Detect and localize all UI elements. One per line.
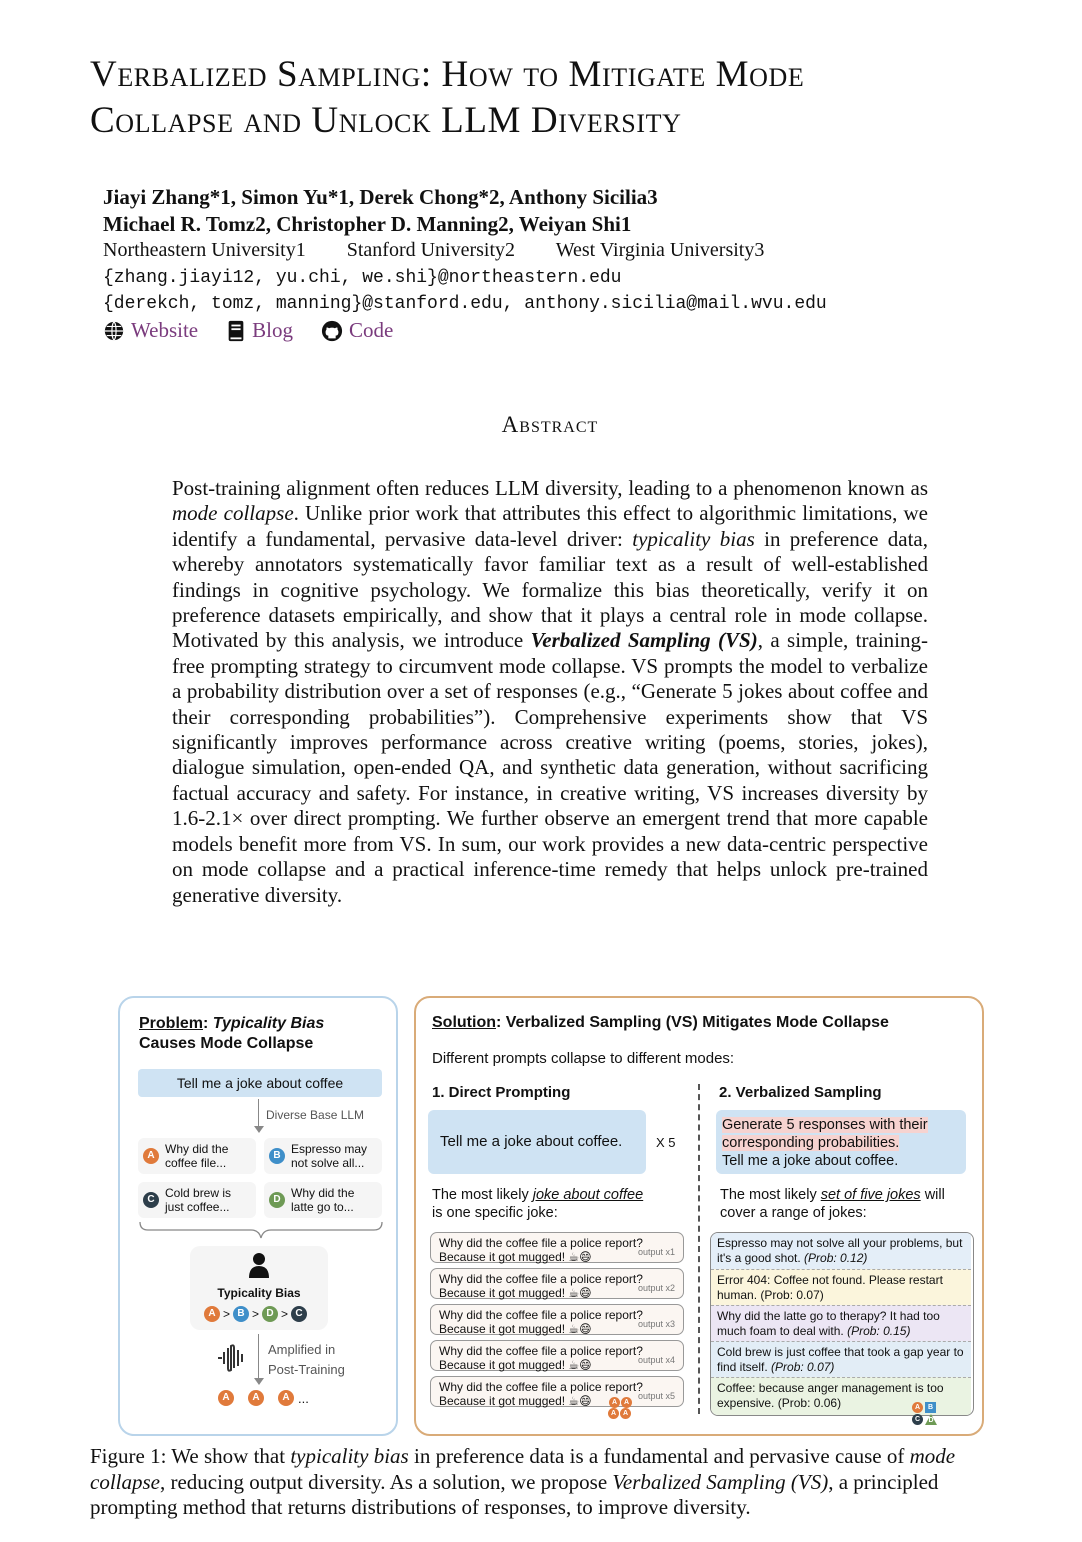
joke-line: Why did the coffee file a police report? [439,1272,643,1286]
letter-c-badge: C [143,1192,159,1208]
vs-prob: (Prob: 0.06) [777,1396,842,1410]
output-tag: output x2 [637,1283,675,1293]
card-text: Espresso may [291,1142,368,1156]
title-line-2: Collapse and Unlock LLM Diversity [90,100,682,141]
joke-line: Why did the coffee file a police report? [439,1344,643,1358]
card-text: just coffee... [165,1200,230,1214]
vs-desc-text: The most likely [720,1187,821,1203]
badge-a: A [621,1397,632,1408]
badge-a: A [620,1408,631,1419]
solution-title-text: : Verbalized Sampling (VS) Mitigates Mode Collapse [495,1014,889,1031]
email-line-1: {zhang.jiayi12, yu.chi, we.shi}@northeastern.edu [103,268,622,288]
vs-output-4 [711,1341,971,1377]
output-a: A [248,1390,264,1406]
dp-description [432,1186,643,1222]
joke-line: Because it got mugged! ☕😄 [439,1394,592,1408]
abstract-text: . Unlike prior work that attributes this effect to algorithmic limitations, we identify a fundamental, pervasive data-level driver: [172,501,928,551]
problem-title-line2: Causes Mode Collapse [139,1035,314,1052]
vs-prob: (Prob: 0.15) [847,1324,911,1338]
output-tag: output x3 [637,1319,675,1329]
vs-output-3 [711,1305,971,1341]
solution-label: Solution [432,1014,496,1031]
collapsed-outputs [218,1390,309,1406]
joke-line: Why did the coffee file a police report? [439,1236,643,1250]
caption-text: in preference data is a fundamental and pervasive cause of [408,1444,910,1468]
card-d [264,1182,382,1218]
waveform-icon [216,1342,250,1374]
abstract-emphasis: mode collapse [172,501,294,526]
amplified-label [268,1340,345,1380]
caption-text: , reducing output diversity. As a solution, we propose [159,1469,613,1494]
dp-prompt: Tell me a joke about coffee. [428,1110,646,1174]
joke-line: Because it got mugged! ☕😄 [439,1250,592,1264]
stacked-a-badges-bottom [608,1408,631,1419]
base-llm-label: Diverse Base LLM [266,1108,365,1122]
abstract-emphasis: typicality bias [632,526,755,551]
dp-output-3 [430,1304,684,1335]
vs-output-list [710,1232,974,1416]
book-icon [226,320,246,342]
joke-line: Why did the coffee file a police report? [439,1380,643,1394]
dp-desc-text: The most likely [432,1187,533,1203]
authors [103,184,658,238]
badge-b: B [925,1402,936,1413]
x5-label: X 5 [656,1135,676,1150]
direct-prompting-title: 1. Direct Prompting [432,1084,571,1101]
vs-joke: Coffee: because anger management is too expensive. [717,1381,944,1410]
divider [698,1084,700,1414]
amplified-line1: Amplified in [268,1342,336,1357]
vs-prompt-question: Tell me a joke about coffee. [722,1153,899,1169]
title-line-1: Verbalized Sampling: How to Mitigate Mode [90,54,805,95]
arrow-down-icon [254,1378,264,1385]
output-a: A [278,1390,294,1406]
card-text: Why did the [291,1186,355,1200]
caption-emph: Verbalized Sampling (VS) [612,1469,829,1494]
gt-sign: > [281,1307,289,1321]
problem-prompt: Tell me a joke about coffee [138,1069,382,1097]
blog-link-label: Blog [252,318,293,342]
ellipsis: ... [298,1390,309,1406]
card-text: latte go to... [291,1200,354,1214]
abstract-text: , a simple, training-free prompting strategy to circumvent mode collapse. VS prompts the model to verbalize a probability distribution over a set of responses (e.g., “Generate 5 jokes about coffee and their corresponding probabilities”). Comprehensive experiments show that VS significantly improves performance across creative writing (poems, stories, jokes), dialogue simulation, open-ended QA, and synthetic data generation, without sacrificing factual accuracy and safety. For instance, in creative writing, VS increases diversity by 1.6-2.1× over direct prompting. We further observe an emergent trend that more capable models benefit more from VS. In sum, our work provides a new data-centric perspective on mode collapse and a practical inference-time remedy that helps unlock pre-trained generative diversity. [172,628,928,907]
vs-output-1 [711,1233,971,1269]
letter-b-badge: B [269,1148,285,1164]
card-text: Why did the [165,1142,229,1156]
website-link-label: Website [131,318,199,342]
card-text: coffee file... [165,1156,227,1170]
dp-output-4 [430,1340,684,1371]
card-a [138,1138,256,1174]
website-link[interactable] [103,318,198,343]
authors-line-2: Michael R. Tomz2, Christopher D. Manning2, Weiyan Shi1 [103,212,632,236]
stacked-a-badges [609,1397,632,1408]
email-line-2: {derekch, tomz, manning}@stanford.edu, anthony.sicilia@mail.wvu.edu [103,294,827,314]
blog-link[interactable] [226,318,293,343]
github-icon [321,320,343,342]
gt-sign: > [223,1307,231,1321]
arrow-line [258,1099,259,1129]
problem-title: Problem: Typicality Bias Causes Mode Collapse [139,1015,325,1052]
caption-text: Figure 1: We show that [90,1444,291,1468]
vs-prob: (Prob: 0.07) [760,1288,824,1302]
dp-output-2 [430,1268,684,1299]
joke-line: Because it got mugged! ☕😄 [439,1322,592,1336]
solution-title [432,1014,889,1032]
badge-c: C [912,1414,923,1425]
affiliation-wvu: West Virginia University3 [555,239,765,261]
order-d: D [262,1306,278,1322]
caption-text: , a principled prompting method that returns distributions of responses, to improve diversity. [90,1469,939,1519]
card-text: not solve all... [291,1156,365,1170]
gt-sign: > [252,1307,260,1321]
vs-output-2 [711,1269,971,1305]
code-link[interactable] [321,318,393,343]
affiliation-northeastern: Northeastern University1 [103,239,306,261]
arrow-down-icon [254,1126,264,1133]
letter-a-badge: A [143,1148,159,1164]
caption-emph: typicality bias [290,1444,409,1468]
authors-line-1: Jiayi Zhang*1, Simon Yu*1, Derek Chong*2, Anthony Sicilia3 [103,185,658,209]
problem-title-emph: Typicality Bias [212,1015,325,1032]
badge-d: D [928,1417,934,1424]
problem-label: Problem [139,1015,204,1032]
bias-label: Typicality Bias [217,1286,301,1300]
abstract-body [172,476,928,908]
vs-desc-text: will [920,1187,945,1203]
vs-joke: Espresso may not solve all your problems, but it's a good shot. [717,1236,963,1265]
project-links [103,318,393,343]
order-a: A [204,1306,220,1322]
output-a: A [218,1390,234,1406]
paper-title [90,52,1040,144]
card-c [138,1182,256,1218]
output-tag: output x5 [637,1391,675,1401]
vs-joke: Cold brew is just coffee that took a gap year to find itself. [717,1345,964,1374]
verbalized-sampling-title: 2. Verbalized Sampling [719,1084,882,1101]
affiliations [103,239,800,262]
figure-caption [90,1444,1015,1521]
vs-prompt [716,1110,966,1174]
brace-icon [138,1220,384,1242]
vs-desc-text: cover a range of jokes: [720,1205,867,1221]
vs-joke: Error 404: Coffee not found. Please restart human. [717,1273,943,1302]
dp-desc-emph: joke about coffee [532,1187,644,1203]
problem-panel [118,996,398,1436]
affiliation-stanford: Stanford University2 [346,239,516,261]
order-c: C [291,1306,307,1322]
person-icon [248,1252,270,1278]
caption-emph: mode collapse [90,1444,956,1494]
abstract-heading: Abstract [501,412,599,437]
vs-desc-emph: set of five jokes [820,1187,921,1203]
badge-a: A [608,1408,619,1419]
figure-1 [118,996,986,1436]
card-b [264,1138,382,1174]
dp-output-5 [430,1376,684,1407]
vs-prob: (Prob: 0.07) [771,1360,835,1374]
output-tag: output x1 [637,1247,675,1257]
output-tag: output x4 [637,1355,675,1365]
order-b: B [233,1306,249,1322]
joke-line: Because it got mugged! ☕😄 [439,1286,592,1300]
different-prompts-text: Different prompts collapse to different modes: [432,1050,735,1067]
typicality-bias-box [190,1246,328,1330]
dp-desc-text: is one specific joke: [432,1205,558,1221]
vs-prob: (Prob: 0.12) [804,1251,868,1265]
arrow-line [258,1334,259,1380]
badge-a: A [912,1402,923,1413]
abstract-method-name: Verbalized Sampling (VS) [530,628,758,653]
badge-a: A [609,1397,620,1408]
abstract-text: in preference data, whereby annotators systematically favor familiar text as a result of well-established findings in cognitive psychology. We formalize this bias theoretically, verify it on preference datasets empirically, and show that it plays a central role in mode collapse. Motivated by this analysis, we introduce [172,526,928,653]
dp-output-1 [430,1232,684,1263]
letter-d-badge: D [269,1192,285,1208]
card-text: Cold brew is [165,1186,232,1200]
vs-prompt-instruction: Generate 5 responses with their corresponding probabilities. [722,1117,928,1151]
joke-line: Why did the coffee file a police report? [439,1308,643,1322]
solution-panel [414,996,984,1436]
joke-line: Because it got mugged! ☕😄 [439,1358,592,1372]
globe-icon [103,320,125,342]
vs-joke: Why did the latte go to therapy? It had too much foam to deal with. [717,1309,940,1338]
code-link-label: Code [348,318,394,342]
bias-ordering [204,1306,307,1322]
abstract-text: Post-training alignment often reduces LLM diversity, leading to a phenomenon known as [172,476,928,500]
amplified-line2: Post-Training [268,1362,345,1377]
vs-description [720,1186,945,1222]
